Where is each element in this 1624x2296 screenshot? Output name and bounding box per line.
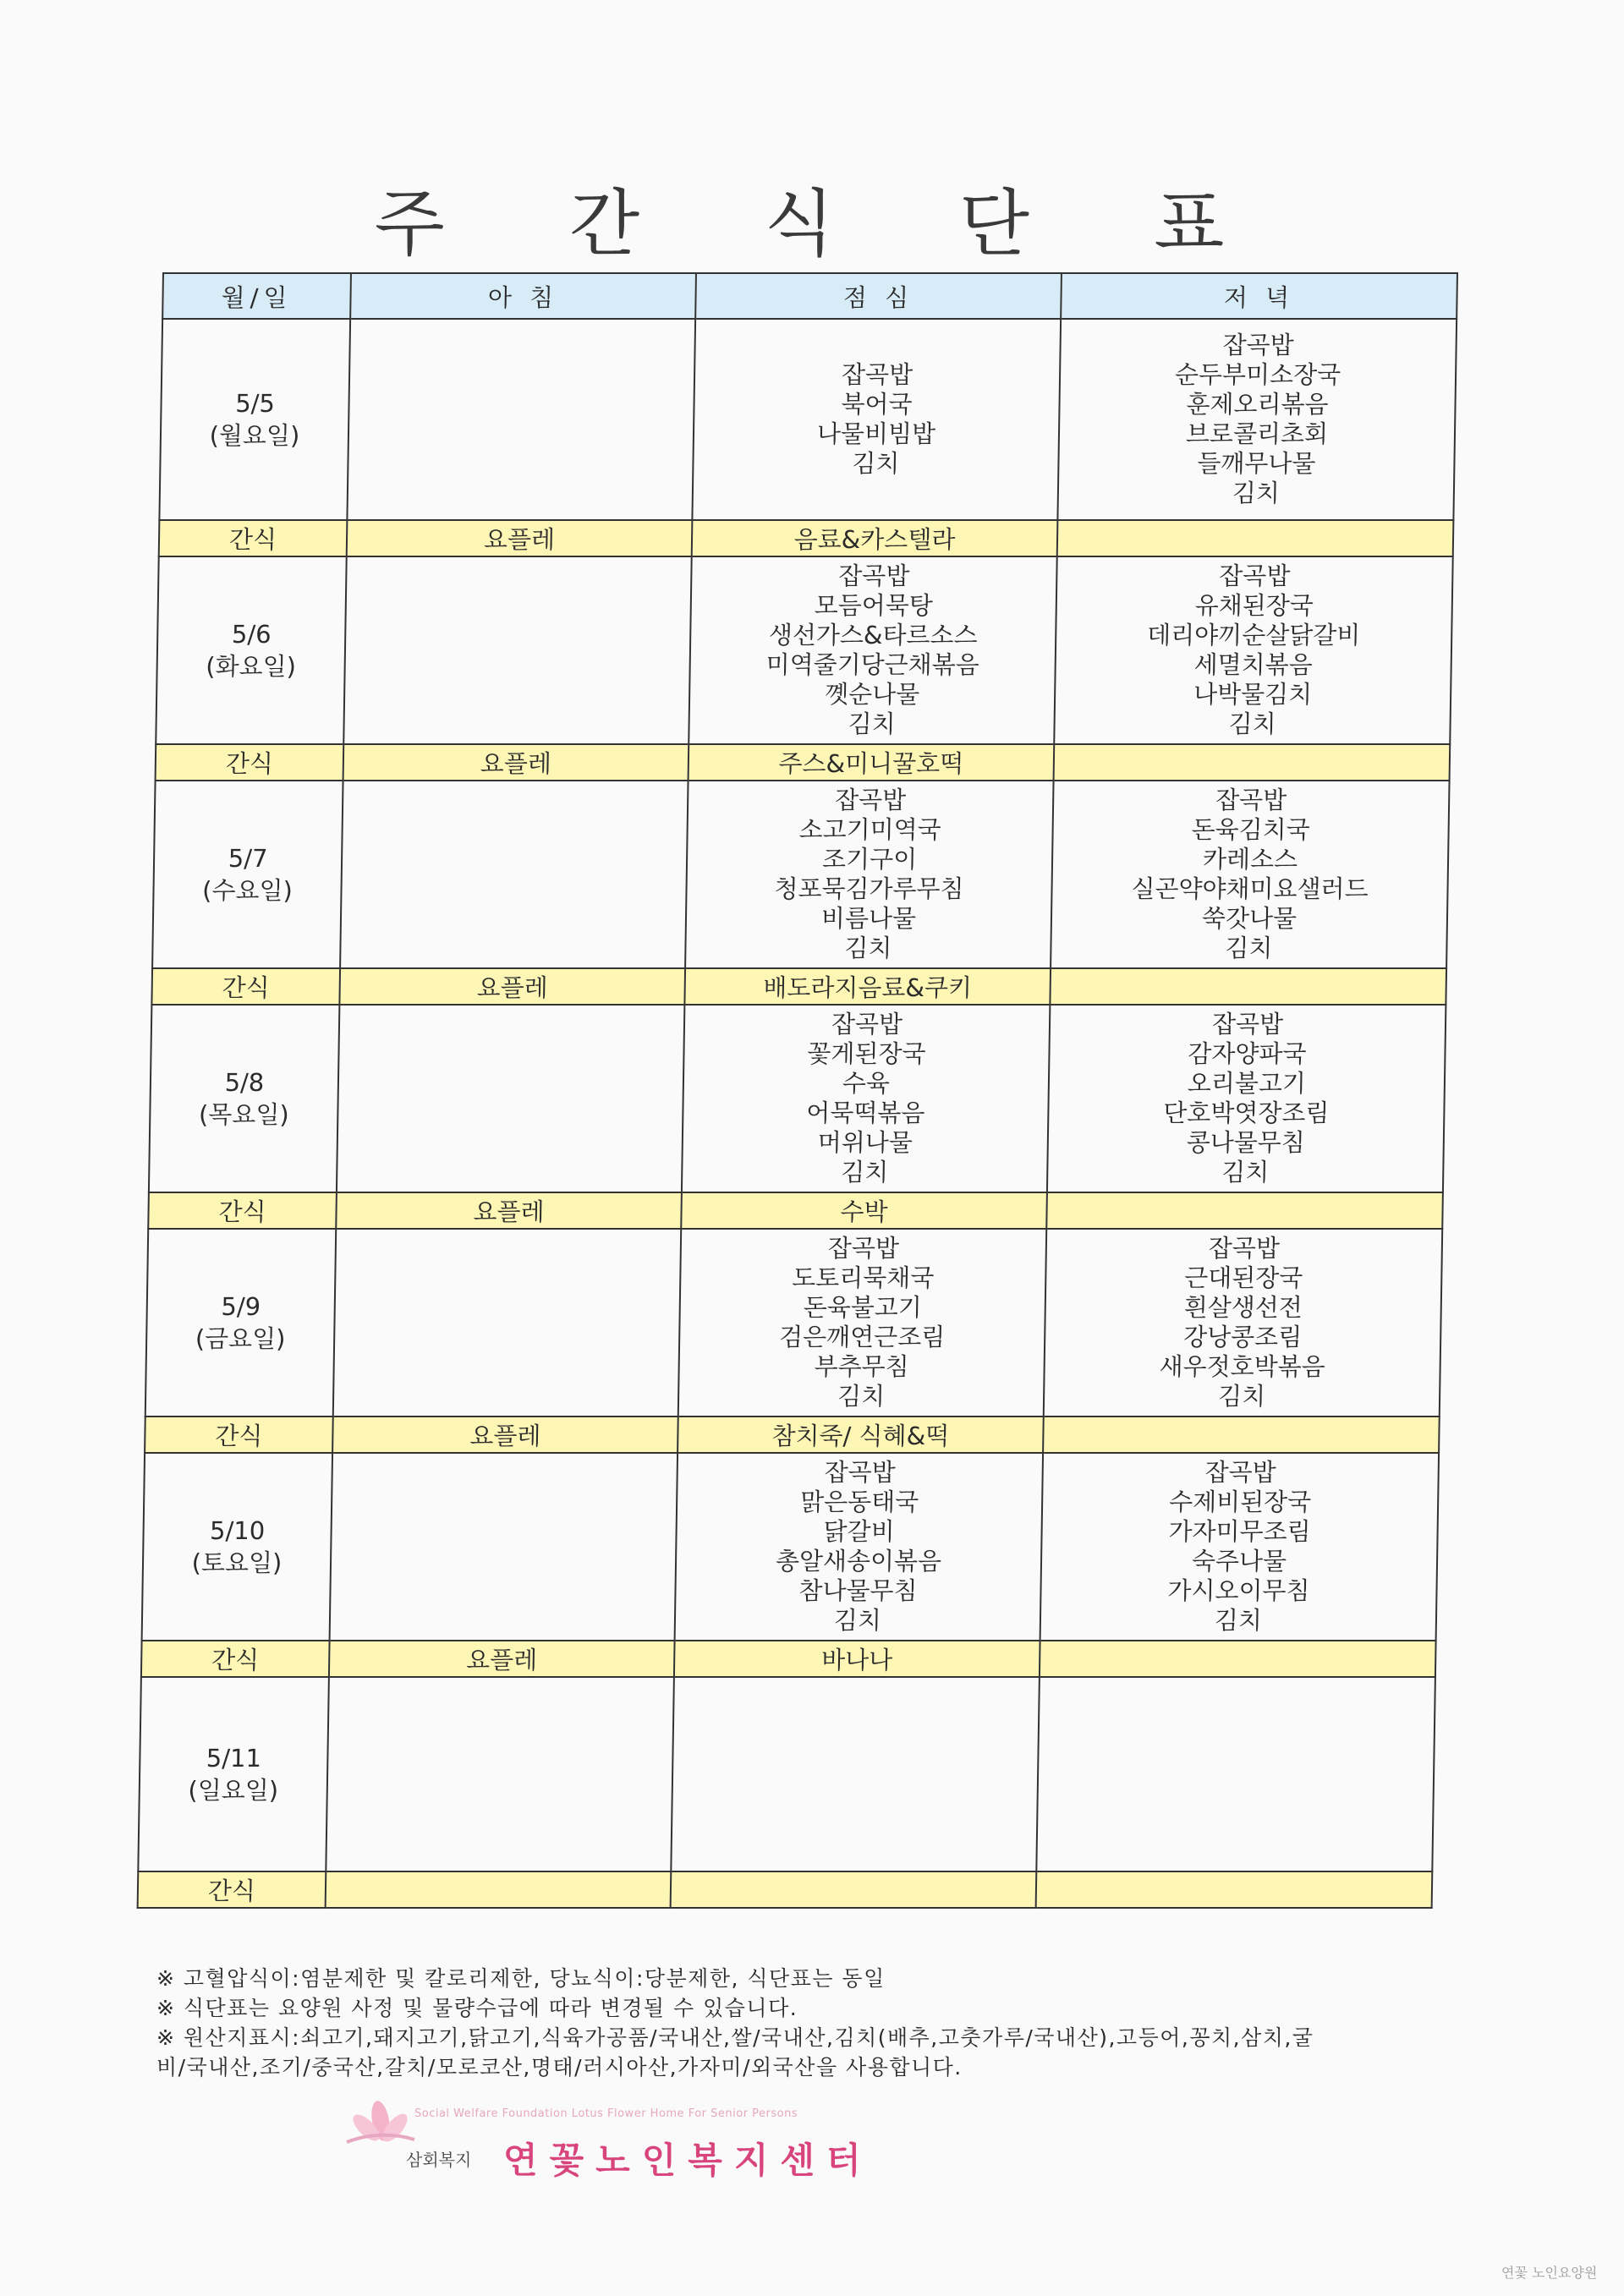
- snack-lunch: 수박: [681, 1192, 1047, 1229]
- note-line: 비/국내산,조기/중국산,갈치/모로코산,명태/러시아산,가자미/외국산을 사용합니다.: [156, 2055, 963, 2080]
- footer-tagline: Social Welfare Foundation Lotus Flower Home For Senior Persons: [414, 2107, 798, 2120]
- header-lunch: 점 심: [695, 273, 1062, 319]
- menu-item: 꼣순나물: [824, 680, 920, 709]
- snack-row: [145, 1417, 1440, 1453]
- snack-label: 간식: [159, 520, 348, 556]
- header-dinner: 저 녁: [1061, 273, 1457, 319]
- menu-item: 숙주나물: [1191, 1547, 1287, 1575]
- day-row: [156, 556, 1452, 744]
- menu-item: 가시오이무침: [1167, 1576, 1310, 1605]
- menu-item: 데리야끼순살닭갈비: [1146, 621, 1361, 649]
- snack-lunch: 주스&미니꿀호떡: [689, 744, 1055, 781]
- menu-item: 비름나물: [820, 904, 917, 933]
- breakfast-cell: [326, 1677, 674, 1871]
- snack-label: 간식: [138, 1871, 326, 1908]
- menu-item: 닭갈비: [823, 1517, 895, 1546]
- day-row: [142, 1453, 1439, 1641]
- menu-item: 잡곡밥: [1219, 562, 1291, 590]
- menu-item: 김치: [837, 1382, 886, 1411]
- snack-label: 간식: [141, 1641, 330, 1677]
- menu-item: 김치: [1217, 1382, 1266, 1411]
- day-date: 5/11: [206, 1744, 262, 1773]
- menu-item: 단호박엿장조림: [1163, 1099, 1330, 1127]
- notes: [156, 1964, 1476, 2082]
- day-row: [152, 781, 1449, 968]
- menu-item: 김치: [1225, 934, 1273, 962]
- footer-logo: [343, 2096, 1036, 2189]
- lunch-cell: [692, 319, 1061, 520]
- menu-item: 수제비된장국: [1168, 1488, 1312, 1516]
- day-date: 5/5: [234, 389, 276, 418]
- day-row: [149, 1005, 1446, 1192]
- day-weekday: (수요일): [201, 876, 294, 905]
- dinner-cell: [1036, 1677, 1435, 1871]
- menu-item: 김치: [841, 1158, 889, 1186]
- snack-breakfast: 요플레: [329, 1641, 675, 1677]
- table-header-row: [162, 273, 1457, 319]
- menu-item: 도토리묵채국: [792, 1263, 935, 1292]
- menu-item: 돈육김치국: [1191, 815, 1310, 844]
- snack-dinner: [1057, 520, 1454, 556]
- menu-item: 청포묵김가루무침: [774, 874, 964, 903]
- menu-item: 순두부미소장국: [1174, 360, 1341, 389]
- snack-row: [141, 1641, 1436, 1677]
- snack-row: [156, 744, 1451, 781]
- breakfast-cell: [343, 556, 691, 744]
- menu-item: 오리불고기: [1187, 1069, 1307, 1098]
- day-weekday: (금요일): [195, 1324, 286, 1353]
- menu-item: 세멸치볶음: [1193, 650, 1314, 679]
- header-breakfast: 아 침: [350, 273, 696, 319]
- menu-item: 꽃게된장국: [807, 1039, 926, 1068]
- snack-lunch: 바나나: [674, 1641, 1040, 1677]
- snack-breakfast: 요플레: [347, 520, 693, 556]
- snack-lunch: 참치죽/ 식혜&떡: [678, 1417, 1044, 1453]
- menu-item: 잡곡밥: [1211, 1010, 1284, 1038]
- note-line: ※ 식단표는 요양원 사정 및 물량수급에 따라 변경될 수 있습니다.: [156, 1996, 798, 2020]
- snack-label: 간식: [145, 1417, 333, 1453]
- menu-item: 참나물무침: [798, 1576, 918, 1605]
- day-cell: [142, 1453, 332, 1641]
- day-date: 5/8: [224, 1068, 265, 1097]
- menu-item: 김치: [1228, 710, 1276, 738]
- menu-item: 가자미무조림: [1168, 1517, 1311, 1546]
- menu-item: 김치: [844, 934, 892, 962]
- menu-item: 쑥갓나물: [1201, 904, 1298, 933]
- menu-item: 잡곡밥: [838, 562, 910, 590]
- snack-dinner: [1050, 968, 1446, 1005]
- dinner-cell: [1057, 319, 1457, 520]
- menu-item: 김치: [1221, 1158, 1270, 1186]
- day-cell: [152, 781, 343, 968]
- breakfast-cell: [347, 319, 695, 520]
- day-cell: [138, 1677, 329, 1871]
- menu-item: 새우젓호박볶음: [1159, 1352, 1325, 1381]
- menu-item: 실곤약야채미요샐러드: [1131, 874, 1369, 903]
- day-weekday: (토요일): [191, 1548, 283, 1577]
- snack-breakfast: 요플레: [343, 744, 689, 781]
- snack-dinner: [1043, 1417, 1440, 1453]
- day-date: 5/6: [231, 620, 272, 649]
- day-row: [138, 1677, 1435, 1871]
- note-line: ※ 원산지표시:쇠고기,돼지고기,닭고기,식육가공품/국내산,쌀/국내산,김치(배추,고춧가루/국내산),고등어,꽁치,삼치,굴: [156, 2025, 1314, 2050]
- day-weekday: (목요일): [198, 1100, 289, 1129]
- lunch-cell: [685, 781, 1053, 968]
- snack-label: 간식: [151, 968, 340, 1005]
- breakfast-cell: [333, 1229, 681, 1417]
- menu-item: 강낭콩조림: [1182, 1323, 1303, 1351]
- day-weekday: (일요일): [188, 1776, 279, 1805]
- day-weekday: (화요일): [206, 652, 297, 681]
- corner-stamp: 연꽃 노인요양원: [1501, 2265, 1598, 2281]
- breakfast-cell: [337, 1005, 684, 1192]
- dinner-cell: [1051, 781, 1449, 968]
- day-cell: [145, 1229, 336, 1417]
- menu-item: 부추무침: [814, 1352, 909, 1381]
- menu-item: 김치: [1232, 479, 1281, 507]
- menu-item: 나박물김치: [1193, 680, 1313, 709]
- snack-breakfast: 요플레: [339, 968, 685, 1005]
- menu-item: 김치: [852, 449, 900, 478]
- menu-item: 잡곡밥: [1208, 1234, 1281, 1263]
- menu-item: 김치: [833, 1606, 882, 1635]
- header-date: 월/일: [162, 273, 351, 319]
- snack-row: [138, 1871, 1433, 1908]
- menu-item: 브로콜리초회: [1185, 419, 1329, 448]
- menu-item: 잡곡밥: [1215, 786, 1287, 814]
- dinner-cell: [1040, 1453, 1439, 1641]
- day-row: [159, 319, 1457, 520]
- day-date: 5/7: [228, 844, 268, 873]
- lunch-cell: [675, 1453, 1043, 1641]
- lunch-cell: [671, 1677, 1040, 1871]
- day-date: 5/10: [209, 1516, 266, 1545]
- menu-item: 머위나물: [817, 1128, 914, 1157]
- menu-item: 북어국: [841, 390, 913, 419]
- snack-breakfast: 요플레: [332, 1417, 678, 1453]
- breakfast-cell: [340, 781, 688, 968]
- snack-dinner: [1046, 1192, 1443, 1229]
- menu-item: 총알새송이볶음: [775, 1547, 942, 1575]
- menu-item: 잡곡밥: [834, 786, 907, 814]
- footer-org-name: 연꽃노인복지센터: [503, 2140, 873, 2181]
- footer-org-prefix: 삼회복지: [406, 2150, 472, 2170]
- breakfast-cell: [330, 1453, 678, 1641]
- day-row: [145, 1229, 1442, 1417]
- snack-lunch: [671, 1871, 1037, 1908]
- menu-item: 맑은동태국: [799, 1488, 919, 1516]
- menu-item: 훈제오리볶음: [1186, 390, 1329, 419]
- menu-item: 근대된장국: [1184, 1263, 1303, 1292]
- menu-item: 김치: [848, 710, 896, 738]
- menu-item: 잡곡밥: [1204, 1458, 1276, 1487]
- menu-item: 잡곡밥: [827, 1234, 900, 1263]
- menu-item: 검은깨연근조림: [778, 1323, 946, 1351]
- snack-row: [151, 968, 1446, 1005]
- menu-item: 콩나물무침: [1186, 1128, 1306, 1157]
- menu-item: 들깨무나물: [1197, 449, 1316, 478]
- dinner-cell: [1054, 556, 1452, 744]
- day-cell: [149, 1005, 339, 1192]
- menu-item: 잡곡밥: [1222, 331, 1294, 359]
- menu-item: 생선가스&타르소스: [768, 621, 978, 649]
- menu-item: 감자양파국: [1188, 1039, 1307, 1068]
- day-date: 5/9: [221, 1292, 261, 1321]
- snack-label: 간식: [156, 744, 344, 781]
- menu-item: 김치: [1214, 1606, 1263, 1635]
- menu-item: 흰살생선전: [1183, 1293, 1303, 1322]
- day-weekday: (월요일): [209, 421, 300, 450]
- menu-item: 잡곡밥: [824, 1458, 896, 1487]
- snack-lunch: 음료&카스텔라: [692, 520, 1058, 556]
- menu-item: 카레소스: [1202, 845, 1298, 874]
- menu-item: 조기구이: [821, 845, 918, 874]
- menu-item: 돈육불고기: [803, 1293, 923, 1322]
- day-cell: [156, 556, 346, 744]
- menu-item: 잡곡밥: [841, 360, 914, 389]
- page-title: 주 간 식 단 표: [374, 182, 1276, 266]
- snack-lunch: 배도라지음료&쿠키: [684, 968, 1051, 1005]
- dinner-cell: [1044, 1229, 1442, 1417]
- weekly-menu-table: [137, 272, 1458, 1909]
- note-line: ※ 고혈압식이:염분제한 및 칼로리제한, 당뇨식이:당분제한, 식단표는 동일: [156, 1966, 886, 1991]
- day-cell: [159, 319, 350, 520]
- snack-row: [148, 1192, 1443, 1229]
- snack-breakfast: [326, 1871, 672, 1908]
- menu-body: [138, 319, 1457, 1908]
- snack-breakfast: 요플레: [336, 1192, 682, 1229]
- menu-item: 모듬어묵탕: [814, 591, 934, 620]
- snack-dinner: [1036, 1871, 1433, 1908]
- snack-row: [159, 520, 1454, 556]
- lunch-cell: [682, 1005, 1050, 1192]
- menu-item: 어묵떡볶음: [806, 1099, 925, 1127]
- dinner-cell: [1047, 1005, 1446, 1192]
- snack-dinner: [1040, 1641, 1436, 1677]
- snack-label: 간식: [148, 1192, 337, 1229]
- menu-item: 미역줄기당근채볶음: [765, 650, 980, 679]
- menu-item: 수육: [842, 1069, 891, 1098]
- snack-dinner: [1054, 744, 1451, 781]
- menu-item: 소고기미역국: [798, 815, 941, 844]
- lunch-cell: [678, 1229, 1046, 1417]
- menu-item: 나물비빔밥: [816, 419, 936, 448]
- menu-item: 유채된장국: [1194, 591, 1314, 620]
- menu-item: 잡곡밥: [831, 1010, 903, 1038]
- lunch-cell: [689, 556, 1056, 744]
